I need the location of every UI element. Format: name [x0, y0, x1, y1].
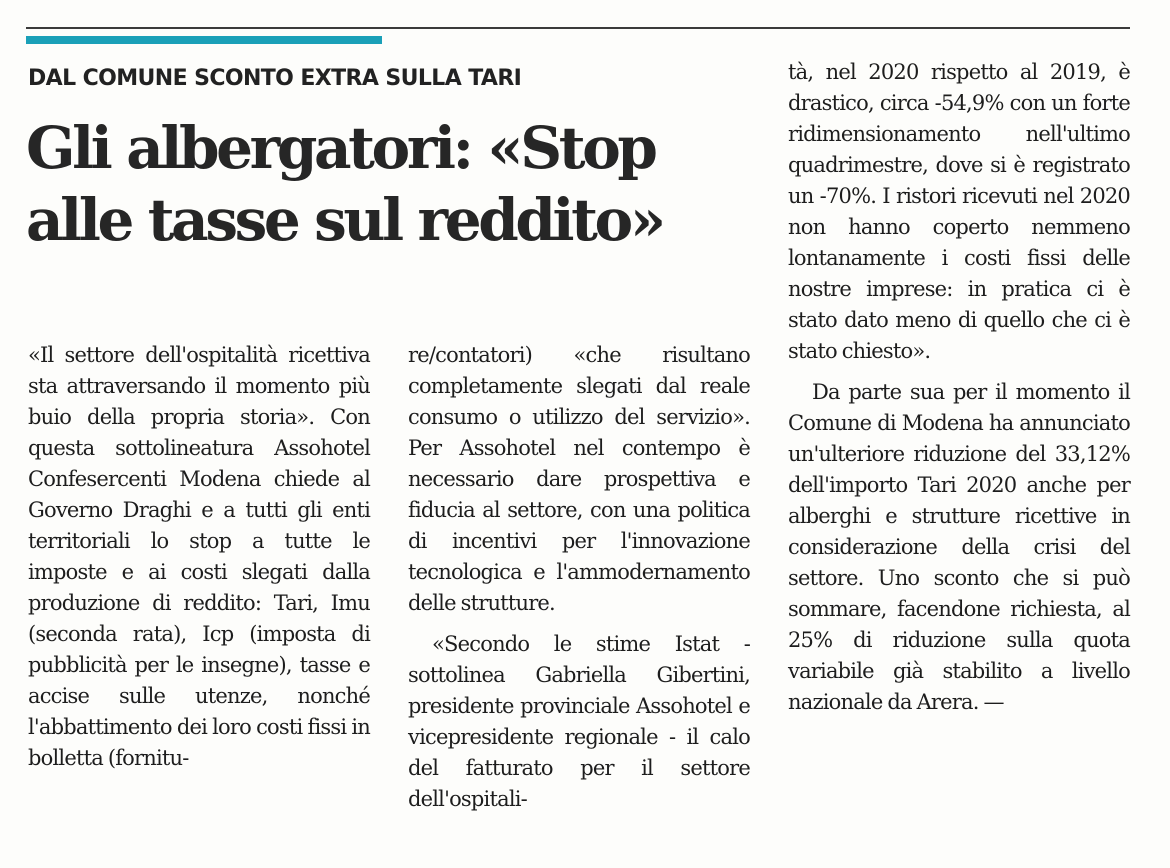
headline: Gli albergatori: «Stop alle tasse sul reddito»	[26, 114, 663, 254]
article-column-1	[28, 340, 370, 774]
paragraph: «Il settore dell'ospitalità ricettiva sta attraversando il momento più buio della propria storia». Con questa sottolineatura Assohotel Confesercenti Modena chiede al Governo Draghi e a tutti gli enti territoriali lo stop a tutte le imposte e ai costi slegati dalla produzione di reddito: Tari, Imu (seconda rata), Icp (imposta di pubblicità per le insegne), tasse e accise sulle utenze, nonché l'abbattimento dei loro costi fissi in bolletta (fornitu-	[28, 343, 370, 770]
paragraph: «Secondo le stime Istat - sottolinea Gabriella Gibertini, presidente provinciale Assohotel e vicepresidente regionale - il calo del fatturato per il settore dell'ospitali-	[408, 632, 750, 811]
article-column-2	[408, 340, 750, 815]
section-accent-bar	[26, 36, 382, 44]
article-column-3	[788, 57, 1130, 718]
paragraph: tà, nel 2020 rispetto al 2019, è drastico, circa -54,9% con un forte ridimensionamento nell'ultimo quadrimestre, dove si è registrato un -70%. I ristori ricevuti nel 2020 non hanno coperto nemmeno lontanamente i costi fissi delle nostre imprese: in pratica ci è stato dato meno di quello che ci è stato chiesto».	[788, 60, 1130, 363]
kicker: DAL COMUNE SCONTO EXTRA SULLA TARI	[28, 66, 522, 91]
paragraph: Da parte sua per il momento il Comune di Modena ha annunciato un'ulteriore riduzione del 33,12% dell'importo Tari 2020 anche per alberghi e strutture ricettive in considerazione della crisi del settore. Uno sconto che si può sommare, facendone richiesta, al 25% di riduzione sulla quota variabile già stabilito a livello nazionale da Arera. —	[788, 380, 1130, 714]
top-rule	[26, 27, 1130, 29]
paragraph: re/contatori) «che risultano completamente slegati dal reale consumo o utilizzo del servizio». Per Assohotel nel contempo è necessario dare prospettiva e fiducia al settore, con una politica di incentivi per l'innovazione tecnologica e l'ammodernamento delle strutture.	[408, 343, 750, 615]
